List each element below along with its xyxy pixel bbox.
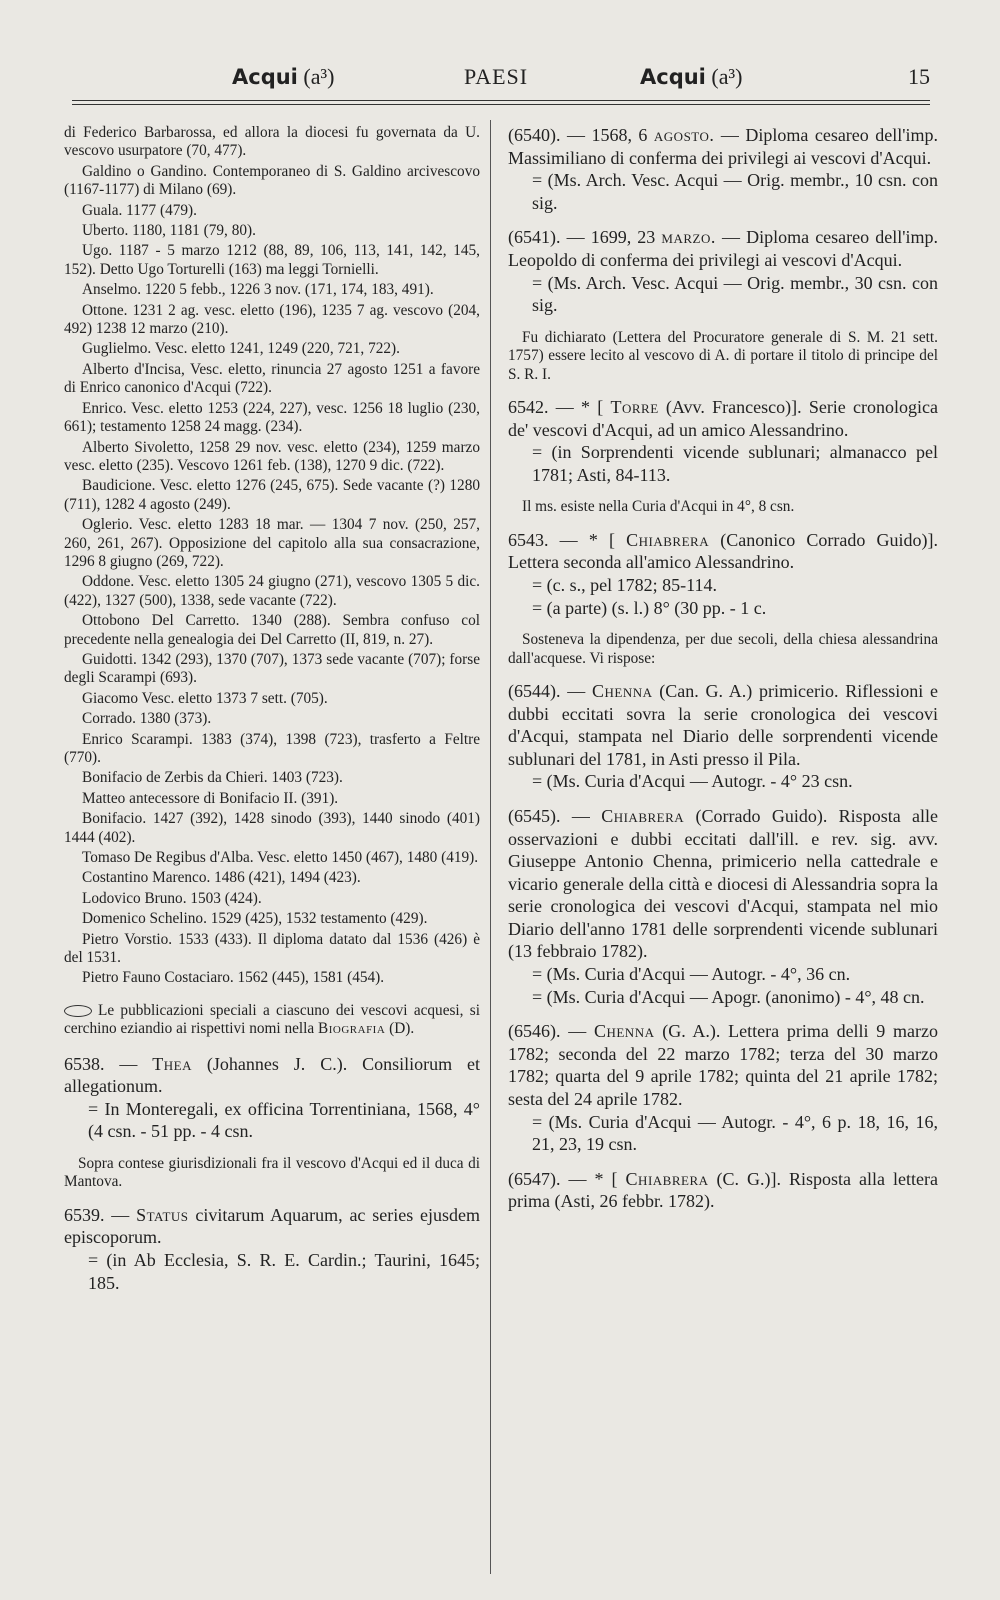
- bishop-entry: Enrico Scarampi. 1383 (374), 1398 (723), trasferto a Feltre (770).: [64, 730, 480, 766]
- entry-title: — Diploma cesareo dell'imp. Leopoldo di conferma dei privilegi ai vescovi d'Acqui.: [508, 227, 938, 270]
- entry-text: [508, 1168, 938, 1213]
- entry-head-sc: Torre: [610, 396, 659, 417]
- bishop-entry: Lodovico Bruno. 1503 (424).: [82, 889, 262, 907]
- entry-number: 6539.: [64, 1204, 105, 1225]
- entry-imprint: = (in Ab Ecclesia, S. R. E. Cardin.; Taurini, 1645; 185.: [88, 1250, 480, 1293]
- entry-text: [508, 805, 938, 963]
- entry-text: 6538. — Thea (Johannes J. C.). Consiliorum et allegationum.: [64, 1053, 480, 1097]
- header-left-sup: (a³): [303, 64, 335, 89]
- header-left-title: Acqui: [232, 65, 298, 89]
- catalog-entry: [508, 226, 938, 316]
- bishop-entry: Uberto. 1180, 1181 (79, 80).: [82, 222, 256, 240]
- entry-text: [508, 1020, 938, 1110]
- bishop-entry: Guidotti. 1342 (293), 1370 (707), 1373 sede vacante (707); forse degli Scarampi (693).: [64, 650, 480, 687]
- entry-title: (Corrado Guido). Risposta alle osservazioni e dubbi eccitati dall'ill. e rev. sig. avv. Giuseppe Antonio Chenna, primicerio nella cattedrale e vicario generale della città e diocesi di Alessandria sopra la serie cronologica dei vescovi d'Acqui, stampata nel mio Diario dell'anno 1781 delle sorprendenti vicende sublunari (13 febbraio 1782).: [508, 805, 939, 962]
- entry-imprint: = (Ms. Curia d'Acqui — Apogr. (anonimo) - 4°, 48 cn.: [532, 986, 925, 1007]
- entry-head: 6543. — * [: [508, 529, 615, 550]
- bishop-entry: Pietro Vorstio. 1533 (433). Il diploma datato dal 1536 (426) è del 1531.: [64, 930, 480, 967]
- bishop-entry: Bonifacio. 1427 (392), 1428 sinodo (393), 1440 sinodo (401) 1444 (402).: [64, 810, 480, 846]
- left-column: [64, 124, 480, 1306]
- entry-imprint: = (Ms. Arch. Vesc. Acqui — Orig. membr., 10 csn. con sig.: [532, 170, 938, 213]
- entry-imprint: = (a parte) (s. l.) 8° (30 pp. - 1 c.: [532, 597, 767, 618]
- entry-text: [508, 680, 938, 770]
- right-column: [508, 124, 938, 1225]
- entry-head-sc: Chenna: [593, 1021, 655, 1042]
- catalog-entry: [64, 1053, 480, 1143]
- entry-title: civitarum Aquarum, ac series ejusdem episcoporum.: [64, 1204, 481, 1248]
- entry-title: (Can. G. A.) primicerio. Riflessioni e dubbi eccitati sovra la serie cronologica dei vescovi d'Acqui, stampata nel Diario delle sorprendenti vicende sublunari del 1781, in Asti presso il Pila.: [508, 680, 939, 769]
- publications-note: [64, 1002, 480, 1039]
- entry-imprint: = (Ms. Curia d'Acqui — Autogr. - 4° 23 csn.: [532, 771, 853, 792]
- entry-author: Thea: [152, 1053, 193, 1074]
- entry-head: (6546). —: [508, 1021, 587, 1042]
- bishop-entry: Alberto Sivoletto, 1258 29 nov. vesc. eletto (234), 1259 marzo vesc. eletto (235). Vescovo 1261 feb. (138), 1270 9 dic. (722).: [64, 438, 480, 474]
- entry-title: (Canonico Corrado Guido)]. Lettera seconda all'amico Alessandrino.: [508, 529, 938, 573]
- entry-head-sc: Chiabrera: [626, 529, 710, 550]
- entry-imprint: = (c. s., pel 1782; 85-114.: [532, 574, 717, 595]
- catalog-entry: [508, 1168, 938, 1213]
- page-header: [70, 56, 930, 96]
- note-ref-end: (D).: [389, 1020, 415, 1038]
- bishop-list: [64, 124, 480, 988]
- bishop-entry: Enrico. Vesc. eletto 1253 (224, 227), vesc. 1256 18 luglio (230, 661); testamento 1258 24 magg. (234).: [64, 399, 480, 436]
- bishop-entry: Matteo antecessore di Bonifacio II. (391).: [82, 789, 339, 807]
- header-rule: [72, 104, 930, 105]
- entry-title: (C. G.)]. Risposta alla lettera prima (Asti, 26 febbr. 1782).: [508, 1168, 939, 1212]
- bishop-entry: Ugo. 1187 - 5 marzo 1212 (88, 89, 106, 113, 141, 142, 145, 152). Detto Ugo Torturelli (163) ma leggi Tornielli.: [64, 242, 480, 278]
- catalog-entry: [508, 396, 938, 486]
- entry-text: [508, 226, 938, 271]
- entry-imprint: = (Ms. Curia d'Acqui — Autogr. - 4°, 36 cn.: [532, 964, 851, 985]
- entry-head-sc: Chenna: [592, 680, 653, 701]
- entry-imprint: = (Ms. Curia d'Acqui — Autogr. - 4°, 6 p. 18, 16, 16, 21, 23, 19 csn.: [532, 1111, 938, 1155]
- bishop-entry: Oglerio. Vesc. eletto 1283 18 mar. — 1304 7 nov. (250, 257, 260, 261, 267). Opposizione del capitolo alla sua consacrazione, 1296 8 giugno (269, 722).: [64, 516, 480, 570]
- catalog-entry: [508, 124, 938, 214]
- catalog-entry: [508, 529, 938, 619]
- entry-text: 6539. — Status civitarum Aquarum, ac series ejusdem episcoporum.: [64, 1204, 481, 1248]
- bishop-entry: Ottobono Del Carretto. 1340 (288). Sembra confuso col precedente nella genealogia dei Del Carretto (II, 819, n. 27).: [64, 612, 480, 648]
- bishop-entry: Oddone. Vesc. eletto 1305 24 giugno (271), vescovo 1305 5 dic. (422), 1327 (500), 1338, sede vacante (722).: [64, 573, 480, 609]
- entry-note: Il ms. esiste nella Curia d'Acqui in 4°, 8 csn.: [522, 498, 795, 516]
- entry-title: (G. A.). Lettera prima delli 9 marzo 1782; seconda del 22 marzo 1782; terza del 30 marzo 1782; quarta del 9 aprile 1782; quinta del 21 aprile 1782; sesta del 24 aprile 1782.: [508, 1021, 939, 1110]
- header-rule: [72, 100, 930, 101]
- entry-note: Fu dichiarato (Lettera del Procuratore generale di S. M. 21 sett. 1757) essere lecito al vescovo di A. di portare il titolo di principe del S. R. I.: [508, 328, 938, 383]
- entry-note: Sopra contese giurisdizionali fra il vescovo d'Acqui ed il duca di Mantova.: [64, 1155, 480, 1191]
- entry-head: (6545). —: [508, 805, 590, 826]
- header-center: PAESI: [464, 64, 529, 89]
- catalog-entry: [64, 1204, 480, 1294]
- bishop-entry: Corrado. 1380 (373).: [82, 710, 212, 728]
- bishop-entry: Guglielmo. Vesc. eletto 1241, 1249 (220, 721, 722).: [82, 340, 400, 358]
- entry-text: [508, 529, 938, 574]
- bishop-entry: Anselmo. 1220 5 febb., 1226 3 nov. (171, 174, 183, 491).: [82, 281, 434, 299]
- entry-imprint: = (Ms. Arch. Vesc. Acqui — Orig. membr., 30 csn. con sig.: [532, 272, 938, 316]
- entry-text: [508, 124, 938, 169]
- bishop-entry: Tomaso De Regibus d'Alba. Vesc. eletto 1450 (467), 1480 (419).: [82, 849, 479, 867]
- right-entries: [508, 124, 938, 1213]
- entry-text: [508, 396, 938, 441]
- entry-imprint: = In Monteregali, ex officina Torrentiniana, 1568, 4° (4 csn. - 51 pp. - 4 csn.: [88, 1098, 480, 1142]
- header-right-sup: (a³): [711, 64, 743, 89]
- entry-head: (6547). — * [: [508, 1168, 618, 1189]
- catalog-entry: [508, 680, 938, 793]
- entry-head-sc: Chiabrera: [625, 1168, 709, 1189]
- entry-title: (Johannes J. C.). Consiliorum et allegationum.: [64, 1053, 480, 1097]
- catalog-entry: [508, 1020, 938, 1156]
- catalog-entry: [508, 805, 938, 1008]
- entry-head: (6541). — 1699, 23: [508, 227, 656, 248]
- page-number: 15: [908, 64, 930, 89]
- entry-head: 6542. — * [: [508, 396, 604, 417]
- bishop-entry: Giacomo Vesc. eletto 1373 7 sett. (705).: [82, 689, 328, 707]
- entry-note: Sosteneva la dipendenza, per due secoli, della chiesa alessandrina dall'acquese. Vi rispose:: [508, 631, 938, 667]
- bishop-entry: Costantino Marenco. 1486 (421), 1494 (423).: [82, 869, 361, 887]
- bishop-entry: Alberto d'Incisa, Vesc. eletto, rinuncia 27 agosto 1251 a favore di Enrico canonico d'Acqui (722).: [64, 360, 480, 397]
- bishop-entry: di Federico Barbarossa, ed allora la diocesi fu governata da U. vescovo usurpatore (70, 477).: [64, 124, 480, 160]
- column-divider: [490, 120, 491, 1574]
- pointing-hand-icon: [64, 1005, 92, 1017]
- header-right: [640, 64, 742, 90]
- bishop-entry: Baudicione. Vesc. eletto 1276 (245, 675). Sede vacante (?) 1280 (711), 1282 4 agosto (249).: [64, 477, 480, 513]
- left-entries: [64, 1053, 480, 1295]
- entry-title: (Avv. Francesco)]. Serie cronologica de' vescovi d'Acqui, ad un amico Alessandrino.: [508, 396, 939, 440]
- bishop-entry: Guala. 1177 (479).: [82, 201, 197, 219]
- entry-imprint: = (in Sorprendenti vicende sublunari; almanacco pel 1781; Asti, 84-113.: [532, 442, 938, 485]
- entry-number: 6538.: [64, 1053, 105, 1074]
- bishop-entry: Ottone. 1231 2 ag. vesc. eletto (196), 1235 7 ag. vescovo (204, 492) 1238 12 marzo (210).: [64, 301, 480, 338]
- note-text: Le pubblicazioni speciali a ciascuno dei vescovi acquesi, si cerchino eziandio ai rispettivi nomi nella: [64, 1001, 480, 1038]
- entry-head-sc: agosto.: [653, 125, 715, 145]
- entry-head-sc: marzo.: [661, 227, 716, 248]
- entry-head-sc: Chiabrera: [601, 805, 685, 826]
- bishop-entry: Galdino o Gandino. Contemporaneo di S. Galdino arcivescovo (1167-1177) di Milano (69).: [64, 162, 480, 199]
- bishop-entry: Pietro Fauno Costaciaro. 1562 (445), 1581 (454).: [82, 969, 385, 987]
- entry-head: (6544). —: [508, 680, 586, 701]
- note-ref: Biografia: [318, 1020, 386, 1038]
- bishop-entry: Domenico Schelino. 1529 (425), 1532 testamento (429).: [82, 910, 428, 928]
- entry-title: — Diploma cesareo dell'imp. Massimiliano di conferma dei privilegi ai vescovi d'Acqui.: [508, 125, 939, 168]
- entry-head: (6540). — 1568, 6: [508, 125, 648, 145]
- bishop-entry: Bonifacio de Zerbis da Chieri. 1403 (723).: [82, 769, 343, 787]
- header-right-title: Acqui: [640, 65, 706, 89]
- entry-author: Status: [136, 1204, 189, 1225]
- header-left: [232, 64, 334, 90]
